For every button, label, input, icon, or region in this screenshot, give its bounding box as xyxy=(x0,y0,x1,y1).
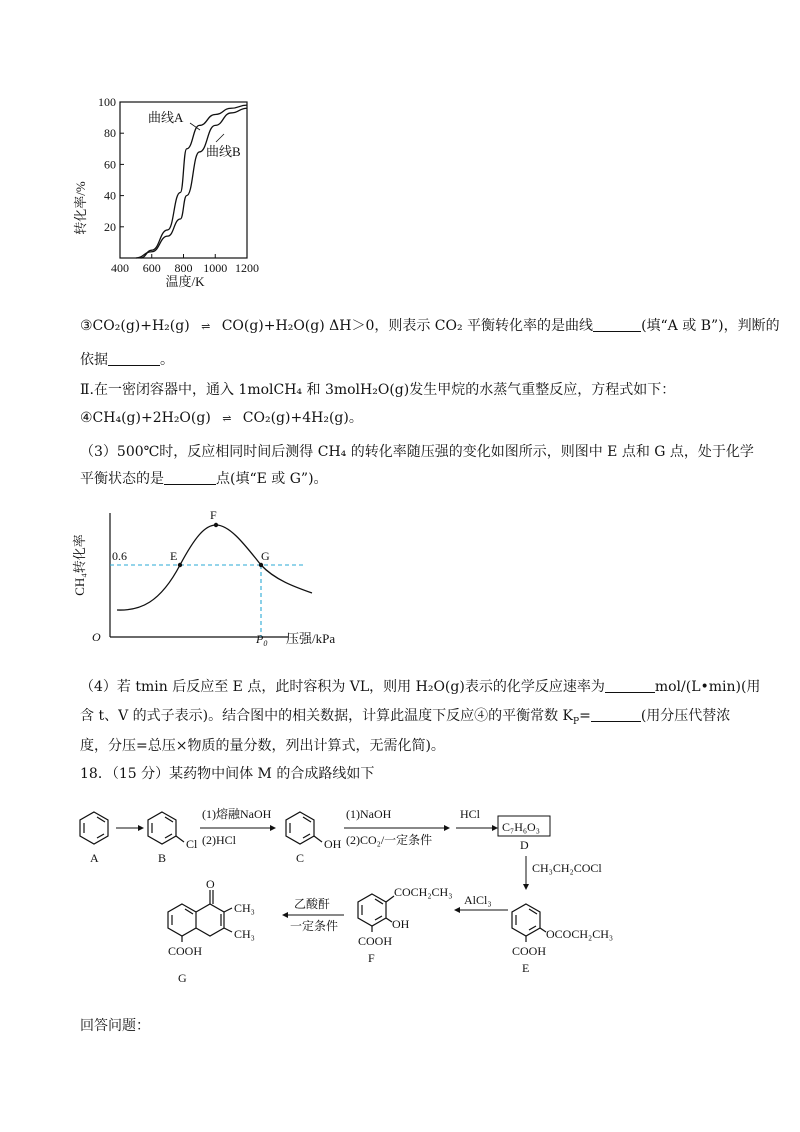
label-a: A xyxy=(90,851,99,865)
synthesis-scheme xyxy=(60,800,720,1000)
point-f-label: F xyxy=(210,508,217,522)
answer-blank-point[interactable] xyxy=(164,470,216,485)
label-e: E xyxy=(522,961,530,975)
ch4-pressure-chart xyxy=(60,505,360,650)
point-g-marker xyxy=(259,563,263,567)
origin-label: O xyxy=(92,630,101,644)
q3-line2: 依据 。 xyxy=(80,352,174,368)
label-b: B xyxy=(158,851,167,865)
structure-g xyxy=(168,890,232,942)
chart1-axes xyxy=(120,102,247,258)
f-acid-group: COOH xyxy=(358,934,393,948)
answer-blank-basis[interactable] xyxy=(108,351,160,366)
step2-top: (1)NaOH xyxy=(346,807,392,821)
point-g-label: G xyxy=(261,549,270,563)
step1-top: (1)熔融NaOH xyxy=(202,807,272,821)
chart1-frame xyxy=(120,102,247,258)
answer-blank-rate[interactable] xyxy=(605,678,655,693)
label-c: C xyxy=(296,851,305,865)
chlorobenzene-b xyxy=(148,812,184,844)
q4-line1: （4）若 tmin 后反应至 E 点，此时容积为 VL，则用 H₂O(g)表示的化学反应速率为 mol/(L•min)(用 xyxy=(80,679,761,695)
step1-bottom: (2)HCl xyxy=(202,833,236,847)
q3b-line1: （3）500℃时，反应相同时间后测得 CH₄ 的转化率随压强的变化如图所示，则图中 E 点和 G 点，处于化学 xyxy=(80,444,754,460)
answer-blank-curve[interactable] xyxy=(593,317,641,332)
chart2-ylabel: CH₄转化率 xyxy=(72,534,87,596)
reversible-arrow-icon: ⇌ xyxy=(201,320,211,333)
d-formula: C₇H₆O₃ xyxy=(502,820,540,834)
q3-line1: ③CO₂(g)+H₂(g) ⇌ CO(g)+H₂O(g) ΔH＞0，则表示 CO₂ 平衡转化率的是曲线 (填“A 或 B”)，判断的 xyxy=(80,316,780,337)
point-e-label: E xyxy=(170,549,178,563)
label-g: G xyxy=(178,971,187,985)
y-tick-label: 80 xyxy=(104,126,116,141)
conversion-temperature-chart xyxy=(60,90,290,300)
y-tick-label: 100 xyxy=(98,95,116,109)
ch4-conversion-curve xyxy=(117,525,312,610)
y-tick-label: 60 xyxy=(104,157,116,172)
e-ester-group: OCOCH₂CH₃ xyxy=(546,927,614,941)
q18-title: 18．（15 分）某药物中间体 M 的合成路线如下 xyxy=(80,766,375,782)
g-acid-group: COOH xyxy=(168,944,203,958)
curve-a xyxy=(141,105,247,258)
g-carbonyl-o: O xyxy=(206,877,215,891)
y-value-label: 0.6 xyxy=(112,549,127,563)
curve-a-label: 曲线A xyxy=(148,110,184,125)
arrowhead-icon xyxy=(138,825,144,831)
arrowhead-icon xyxy=(270,825,276,831)
section-ii-line: Ⅱ.在一密闭容器中，通入 1molCH₄ 和 3molH₂O(g)发生甲烷的水蒸气重整反应，方程式如下： xyxy=(80,382,676,398)
chart1-ylabel: 转化率/% xyxy=(73,181,88,235)
structure-f xyxy=(358,894,394,932)
point-f-marker xyxy=(214,523,218,527)
structure-e xyxy=(512,904,546,942)
curve-b-leader xyxy=(216,134,224,142)
arrowhead-icon xyxy=(282,912,288,918)
label-d: D xyxy=(520,838,529,852)
step6-top: 乙酸酐 xyxy=(294,897,331,911)
arrowhead-icon xyxy=(523,884,529,890)
x-tick-label: 1000 xyxy=(203,261,228,275)
x-tick-label: 800 xyxy=(174,261,193,275)
equation-4: ④CH₄(g)+2H₂O(g) ⇌ CO₂(g)+4H₂(g)。 xyxy=(80,408,363,429)
chart1-xlabel: 温度/K xyxy=(165,274,205,289)
x-tick-label: 600 xyxy=(142,261,161,275)
c-hydroxy: OH xyxy=(324,837,342,851)
b-chloro: Cl xyxy=(186,837,198,851)
q3b-line2: 平衡状态的是 点(填“E 或 G”)。 xyxy=(80,471,328,487)
step2-bottom: (2)CO₂/一定条件 xyxy=(346,833,433,847)
label-f: F xyxy=(368,951,375,965)
x-tick-label: 400 xyxy=(111,261,129,275)
curve-b xyxy=(136,108,247,258)
reversible-arrow-icon: ⇌ xyxy=(222,412,232,425)
arrowhead-icon xyxy=(454,907,460,913)
y-tick-label: 40 xyxy=(104,188,116,203)
p0-label: $P_0$ xyxy=(256,632,268,648)
phenol-c xyxy=(286,812,322,844)
y-tick-label: 20 xyxy=(104,219,116,234)
step6-bottom: 一定条件 xyxy=(290,919,339,933)
e-acid-group: COOH xyxy=(512,944,547,958)
f-hydroxy-group: OH xyxy=(392,917,410,931)
point-e-marker xyxy=(178,563,182,567)
arrowhead-icon xyxy=(492,825,498,831)
chart2-xlabel: 压强/kPa xyxy=(286,631,336,646)
curve-b-label: 曲线B xyxy=(206,144,241,159)
answer-prompt: 回答问题： xyxy=(80,1018,150,1034)
q4-line3: 度，分压=总压×物质的量分数，列出计算式，无需化简)。 xyxy=(80,738,445,754)
arrowhead-icon xyxy=(444,825,450,831)
step3-top: HCl xyxy=(460,807,481,821)
step4: CH₃CH₂COCl xyxy=(532,861,602,875)
f-ketone-group: COCH₂CH₃ xyxy=(394,885,453,899)
g-methyl-a: CH₃ xyxy=(234,901,255,915)
q4-line2: 含 t、V 的式子表示)。结合图中的相关数据，计算此温度下反应④的平衡常数 $K_P=$ (用分压代替浓 xyxy=(80,708,731,727)
answer-blank-kp[interactable] xyxy=(591,707,641,722)
x-tick-label: 1200 xyxy=(235,261,259,275)
step5: AlCl₃ xyxy=(464,893,492,907)
g-methyl-b: CH₃ xyxy=(234,927,255,941)
benzene-a xyxy=(80,812,108,844)
